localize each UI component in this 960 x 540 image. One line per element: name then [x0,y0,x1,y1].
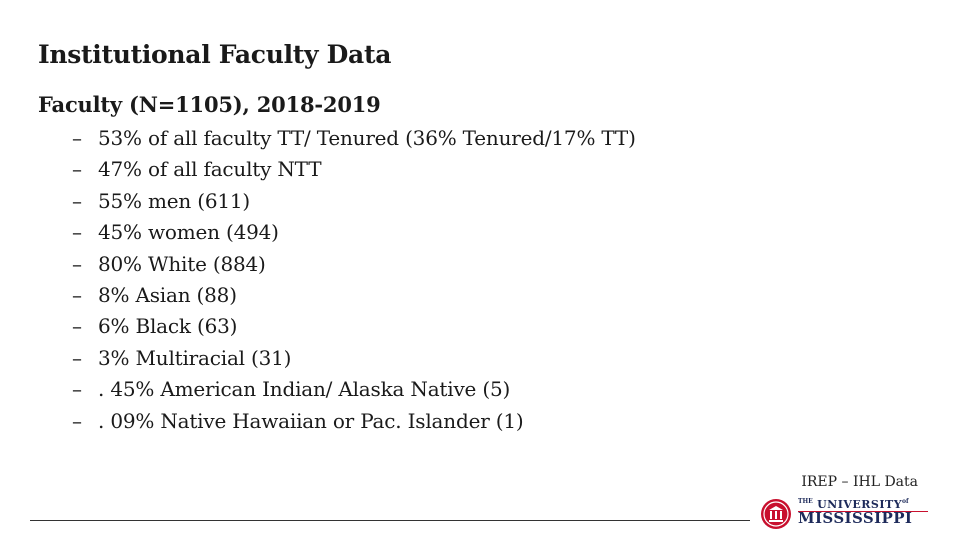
bullet-item [72,123,636,154]
bullet-text: . 45% American Indian/ Alaska Native (5) [98,377,511,402]
slide-title: Institutional Faculty Data [38,40,392,69]
bullet-item [72,154,636,185]
bullet-text: . 09% Native Hawaiian or Pac. Islander (1) [98,408,524,433]
bullet-text: 6% Black (63) [98,314,238,339]
bullet-item [72,406,636,437]
university-seal-icon [760,498,792,530]
bullet-item [72,311,636,342]
bullet-text: 8% Asian (88) [98,282,237,307]
bullet-item [72,374,636,405]
bullet-text: 55% men (611) [98,188,251,213]
bullet-dash: – [72,126,82,150]
footer-divider [30,520,750,521]
footer-source-label: IREP – IHL Data [801,474,918,490]
bullet-dash: – [72,408,82,433]
bullet-text: 53% of all faculty TT/ Tenured (36% Tenured/17% TT) [98,126,636,150]
bullet-dash: – [72,314,82,339]
bullet-item [72,280,636,311]
bullet-item [72,186,636,217]
bullet-text: 47% of all faculty NTT [98,157,322,182]
bullet-dash: – [72,377,82,402]
bullet-dash: – [72,157,82,182]
bullet-item [72,343,636,374]
faculty-bullet-list [72,123,636,437]
bullet-text: 80% White (884) [98,251,266,276]
bullet-text: 45% women (494) [98,220,279,245]
faculty-heading: Faculty (N=1105), 2018-2019 [38,92,381,117]
bullet-dash: – [72,282,82,307]
university-logo [760,496,930,532]
bullet-dash: – [72,251,82,276]
logo-university-wordmark: $^{THE}$ $UNIVERSITY^{of}$ [798,498,909,511]
bullet-dash: – [72,345,82,370]
bullet-text: 3% Multiracial (31) [98,345,292,370]
bullet-dash: – [72,220,82,245]
logo-mississippi-wordmark: MISSISSIPPI [798,509,913,527]
bullet-dash: – [72,188,82,213]
bullet-item [72,217,636,248]
bullet-item [72,249,636,280]
